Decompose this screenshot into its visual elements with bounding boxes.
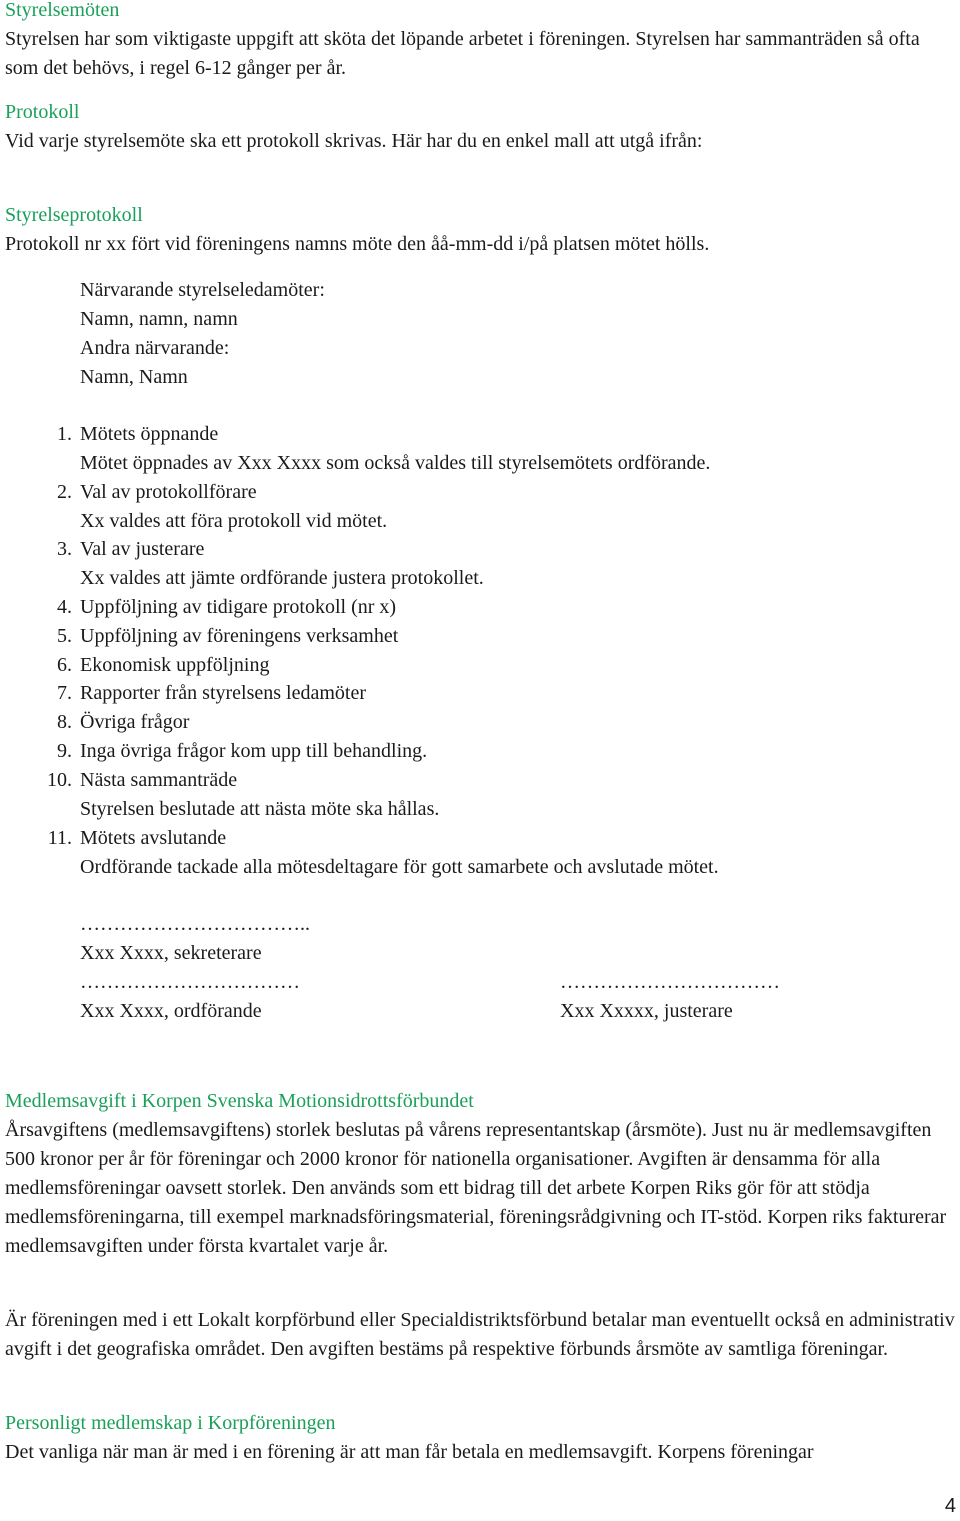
page-number: 4 bbox=[944, 1495, 956, 1517]
signature-chair: Xxx Xxxx, ordförande bbox=[80, 1000, 262, 1022]
agenda-title: Mötets avslutande bbox=[80, 827, 227, 849]
attendees-label: Närvarande styrelseledamöter: bbox=[80, 279, 325, 301]
agenda-title: Ekonomisk uppföljning bbox=[80, 654, 270, 676]
agenda-detail: Xx valdes att föra protokoll vid mötet. bbox=[80, 510, 388, 532]
agenda-title: Uppföljning av tidigare protokoll (nr x) bbox=[80, 596, 397, 618]
signature-adjuster: Xxx Xxxxx, justerare bbox=[560, 1000, 733, 1022]
agenda-detail: Styrelsen beslutade att nästa möte ska hållas. bbox=[80, 798, 440, 820]
signature-line-secretary: …………………………….. bbox=[80, 913, 310, 935]
attendees-names: Namn, namn, namn bbox=[80, 308, 238, 330]
agenda-number: 1. bbox=[57, 423, 72, 445]
paragraph-styrelseprotokoll: Protokoll nr xx fört vid föreningens namns möte den åå-mm-dd i/på platsen mötet hölls. bbox=[5, 233, 710, 255]
others-names: Namn, Namn bbox=[80, 366, 188, 388]
agenda-number: 3. bbox=[57, 538, 72, 560]
heading-personligt-medlemskap: Personligt medlemskap i Korpföreningen bbox=[5, 1412, 336, 1434]
agenda-number: 2. bbox=[57, 481, 72, 503]
heading-medlemsavgift: Medlemsavgift i Korpen Svenska Motionsidrottsförbundet bbox=[5, 1090, 474, 1112]
signature-secretary: Xxx Xxxx, sekreterare bbox=[80, 942, 262, 964]
paragraph-styrelsemoten: Styrelsen har som viktigaste uppgift att sköta det löpande arbetet i föreningen. Styrelsen har sammanträden så ofta som det behövs, i regel 6-12 gånger per år. bbox=[5, 28, 920, 79]
agenda-title: Val av justerare bbox=[80, 538, 205, 560]
agenda-title: Övriga frågor bbox=[80, 711, 190, 733]
agenda-title: Nästa sammanträde bbox=[80, 769, 238, 791]
agenda-detail: Mötet öppnades av Xxx Xxxx som också valdes till styrelsemötets ordförande. bbox=[80, 452, 711, 474]
agenda-number: 7. bbox=[57, 682, 72, 704]
agenda-number: 4. bbox=[57, 596, 72, 618]
heading-protokoll: Protokoll bbox=[5, 101, 80, 123]
agenda-number: 9. bbox=[57, 740, 72, 762]
others-label: Andra närvarande: bbox=[80, 337, 230, 359]
agenda-number: 11. bbox=[47, 827, 72, 849]
paragraph-personligt-medlemskap: Det vanliga när man är med i en förening är att man får betala en medlemsavgift. Korpens föreningar bbox=[5, 1441, 814, 1463]
signature-line-adjuster: …………………………… bbox=[560, 971, 780, 993]
paragraph-protokoll: Vid varje styrelsemöte ska ett protokoll skrivas. Här har du en enkel mall att utgå ifrån: bbox=[5, 130, 703, 152]
signature-line-chair: …………………………… bbox=[80, 971, 300, 993]
agenda-number: 5. bbox=[57, 625, 72, 647]
paragraph-medlemsavgift-1: Årsavgiftens (medlemsavgiftens) storlek beslutas på vårens representantskap (årsmöte). Just nu är medlemsavgiften 500 kronor per år för föreningar och 2000 kronor för nationella organisationer. Avgiften är densamma för alla medlemsföreningar oavsett storlek. Den används som ett bidrag till det arbete Korpen Riks gör för att stödja medlemsföreningarna, till exempel marknadsföringsmaterial, föreningsrådgivning och IT-stöd. Korpen riks fakturerar medlemsavgiften under första kvartalet varje år. bbox=[5, 1119, 947, 1257]
agenda-title: Uppföljning av föreningens verksamhet bbox=[80, 625, 399, 647]
agenda-title: Val av protokollförare bbox=[80, 481, 257, 503]
paragraph-medlemsavgift-2: Är föreningen med i ett Lokalt korpförbund eller Specialdistriktsförbund betalar man eventuellt också en administrativ avgift i det geografiska området. Den avgiften bestäms på respektive förbunds årsmöte av samtliga föreningar. bbox=[5, 1309, 955, 1360]
agenda-title: Rapporter från styrelsens ledamöter bbox=[80, 682, 367, 704]
heading-styrelsemoten: Styrelsemöten bbox=[5, 0, 120, 21]
agenda-title: Inga övriga frågor kom upp till behandling. bbox=[80, 740, 428, 762]
heading-styrelseprotokoll: Styrelseprotokoll bbox=[5, 204, 143, 226]
agenda-number: 8. bbox=[57, 711, 72, 733]
agenda-number: 6. bbox=[57, 654, 72, 676]
agenda-title: Mötets öppnande bbox=[80, 423, 219, 445]
agenda-detail: Xx valdes att jämte ordförande justera protokollet. bbox=[80, 567, 484, 589]
agenda-detail: Ordförande tackade alla mötesdeltagare för gott samarbete och avslutade mötet. bbox=[80, 856, 719, 878]
agenda-number: 10. bbox=[47, 769, 72, 791]
